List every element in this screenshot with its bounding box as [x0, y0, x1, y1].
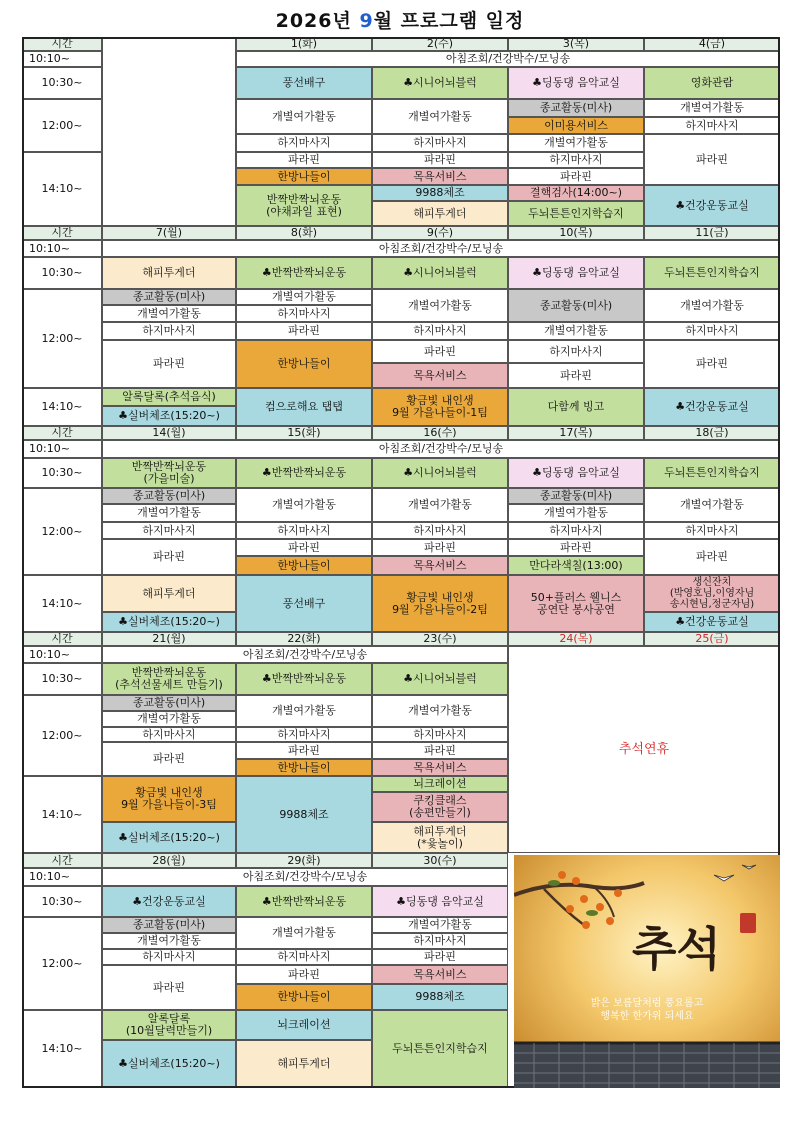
schedule-cell: 뇌크레이션: [236, 1010, 372, 1040]
schedule-cell: 종교활동(미사): [102, 289, 236, 305]
schedule-cell: 하지마사지: [372, 322, 508, 340]
schedule-cell: 하지마사지: [102, 522, 236, 539]
schedule-cell: 아침조회/건강박수/모닝송: [102, 240, 780, 257]
schedule-cell: 아침조회/건강박수/모닝송: [102, 440, 780, 458]
schedule-cell: 파라핀: [644, 134, 780, 185]
schedule-cell: ♣시니어뇌블럭: [372, 67, 508, 99]
schedule-cell: [102, 37, 236, 226]
schedule-cell: 컴으로해요 탭탭: [236, 388, 372, 426]
schedule-cell: 하지마사지: [644, 322, 780, 340]
schedule-cell: 영화관람: [644, 67, 780, 99]
schedule-cell: 개별여가활동: [508, 504, 644, 522]
schedule-cell: 개별여가활동: [508, 134, 644, 152]
time-slot: 10:30~: [22, 458, 102, 488]
schedule-cell: 두뇌튼튼인지학습지: [372, 1010, 508, 1088]
schedule-cell: 파라핀: [372, 340, 508, 363]
schedule-cell: 하지마사지: [236, 305, 372, 322]
day-header: 22(화): [236, 632, 372, 646]
schedule-cell: 파라핀: [508, 539, 644, 556]
time-slot: 12:00~: [22, 289, 102, 388]
schedule-cell: 종교활동(미사): [102, 695, 236, 711]
schedule-cell: 반짝반짝뇌운동 (가을미술): [102, 458, 236, 488]
schedule-cell: 개별여가활동: [372, 488, 508, 522]
schedule-cell: 해피투게더: [236, 1040, 372, 1088]
schedule-cell: ♣반짝반짝뇌운동: [236, 458, 372, 488]
schedule-cell: 개별여가활동: [372, 917, 508, 933]
day-header: 14(월): [102, 426, 236, 440]
time-slot: 12:00~: [22, 917, 102, 1010]
schedule-cell: 파라핀: [236, 965, 372, 984]
schedule-cell: 개별여가활동: [644, 289, 780, 322]
schedule-cell: 파라핀: [102, 742, 236, 776]
schedule-cell: 파라핀: [236, 742, 372, 759]
schedule-cell: 파라핀: [508, 363, 644, 388]
schedule-cell: ♣반짝반짝뇌운동: [236, 886, 372, 917]
schedule-cell: 개별여가활동: [236, 917, 372, 949]
schedule-cell: 종교활동(미사): [508, 289, 644, 322]
schedule-cell: 개별여가활동: [102, 305, 236, 322]
title-suffix: 월 프로그램 일정: [373, 10, 525, 32]
day-header: 시간: [22, 853, 102, 868]
schedule-cell: 개별여가활동: [102, 711, 236, 727]
schedule-cell: 종교활동(미사): [508, 488, 644, 504]
schedule-cell: 목욕서비스: [372, 363, 508, 388]
schedule-cell: 하지마사지: [102, 949, 236, 965]
schedule-cell: 개별여가활동: [372, 289, 508, 322]
schedule-cell: 하지마사지: [508, 340, 644, 363]
title-month: 9: [359, 10, 374, 32]
chuseok-logo: 추석: [632, 922, 721, 976]
schedule-cell: 파라핀: [372, 742, 508, 759]
schedule-cell: 황금빛 내인생 9월 가을나들이-1팀: [372, 388, 508, 426]
schedule-cell: 하지마사지: [644, 117, 780, 134]
time-slot: 14:10~: [22, 575, 102, 632]
schedule-cell: 9988체조: [372, 984, 508, 1010]
time-slot: 14:10~: [22, 388, 102, 426]
schedule-cell: 한방나들이: [236, 168, 372, 185]
time-slot: 10:10~: [22, 646, 102, 663]
schedule-cell: 생신잔치 (박영호님,이영자님 송시현님,정군자님): [644, 575, 780, 612]
schedule-cell: ♣딩동댕 음악교실: [508, 257, 644, 289]
schedule-cell: 하지마사지: [236, 949, 372, 965]
schedule-cell: ♣실버체조(15:20~): [102, 822, 236, 853]
chuseok-illustration: [514, 855, 780, 1088]
schedule-cell: 하지마사지: [372, 727, 508, 742]
schedule-cell: 종교활동(미사): [508, 99, 644, 117]
schedule-cell: 개별여가활동: [372, 99, 508, 134]
schedule-cell: ♣딩동댕 음악교실: [508, 458, 644, 488]
schedule-cell: 결핵검사(14:00~): [508, 185, 644, 201]
schedule-cell: 개별여가활동: [508, 322, 644, 340]
schedule-cell: 개별여가활동: [236, 488, 372, 522]
schedule-cell: 만다라색칠(13:00): [508, 556, 644, 575]
schedule-cell: 아침조회/건강박수/모닝송: [102, 646, 508, 663]
schedule-cell: 파라핀: [372, 539, 508, 556]
schedule-cell: 다함께 빙고: [508, 388, 644, 426]
time-slot: 12:00~: [22, 695, 102, 776]
time-slot: 12:00~: [22, 99, 102, 152]
schedule-cell: ♣건강운동교실: [102, 886, 236, 917]
schedule-cell: ♣시니어뇌블럭: [372, 458, 508, 488]
schedule-cell: ♣반짝반짝뇌운동: [236, 663, 372, 695]
schedule-cell: ♣실버체조(15:20~): [102, 1040, 236, 1088]
schedule-cell: ♣딩동댕 음악교실: [372, 886, 508, 917]
day-header: 10(목): [508, 226, 644, 240]
schedule-cell: 개별여가활동: [102, 504, 236, 522]
schedule-cell: 9988체조: [236, 776, 372, 853]
schedule-cell: 하지마사지: [508, 522, 644, 539]
day-header: 28(월): [102, 853, 236, 868]
day-header: 17(목): [508, 426, 644, 440]
day-header: 18(금): [644, 426, 780, 440]
schedule-cell: 파라핀: [236, 322, 372, 340]
title-prefix: 2026년: [275, 10, 360, 32]
schedule-cell: 반짝반짝뇌운동 (야채과일 표현): [236, 185, 372, 226]
schedule-cell: 하지마사지: [372, 134, 508, 152]
time-slot: 10:30~: [22, 257, 102, 289]
day-header: 시간: [22, 37, 102, 51]
day-header: 시간: [22, 426, 102, 440]
day-header: 25(금): [644, 632, 780, 646]
schedule-cell: 두뇌튼튼인지학습지: [508, 201, 644, 226]
time-slot: 10:30~: [22, 886, 102, 917]
schedule-cell: 추석연휴: [508, 646, 780, 853]
schedule-cell: 반짝반짝뇌운동 (추석선물세트 만들기): [102, 663, 236, 695]
schedule-cell: 개별여가활동: [236, 695, 372, 727]
time-slot: 14:10~: [22, 1010, 102, 1088]
schedule-cell: ♣건강운동교실: [644, 612, 780, 632]
day-header: 시간: [22, 226, 102, 240]
time-slot: 10:10~: [22, 240, 102, 257]
day-header: 1(화): [236, 37, 372, 51]
schedule-cell: ♣딩동댕 음악교실: [508, 67, 644, 99]
day-header: 3(목): [508, 37, 644, 51]
schedule-cell: 9988체조: [372, 185, 508, 201]
schedule-cell: 목욕서비스: [372, 168, 508, 185]
schedule-cell: 파라핀: [102, 539, 236, 575]
schedule-cell: 풍선배구: [236, 67, 372, 99]
schedule-cell: 두뇌튼튼인지학습지: [644, 257, 780, 289]
schedule-cell: 파라핀: [644, 340, 780, 388]
time-slot: 10:10~: [22, 868, 102, 886]
day-header: 11(금): [644, 226, 780, 240]
time-slot: 10:30~: [22, 67, 102, 99]
schedule-cell: 파라핀: [508, 168, 644, 185]
schedule-cell: 이미용서비스: [508, 117, 644, 134]
schedule-cell: 하지마사지: [508, 152, 644, 168]
time-slot: 12:00~: [22, 488, 102, 575]
schedule-cell: 쿠킹클래스 (송편만들기): [372, 792, 508, 822]
schedule-cell: 개별여가활동: [102, 933, 236, 949]
day-header: 8(화): [236, 226, 372, 240]
schedule-cell: 하지마사지: [102, 322, 236, 340]
schedule-cell: 한방나들이: [236, 340, 372, 388]
time-slot: 10:10~: [22, 440, 102, 458]
day-header: 4(금): [644, 37, 780, 51]
schedule-cell: ♣실버체조(15:20~): [102, 406, 236, 426]
schedule-cell: 해피투게더: [102, 575, 236, 612]
schedule-cell: 두뇌튼튼인지학습지: [644, 458, 780, 488]
schedule-cell: 하지마사지: [102, 727, 236, 742]
schedule-cell: 하지마사지: [236, 522, 372, 539]
schedule-cell: 해피투게더: [372, 201, 508, 226]
time-slot: 14:10~: [22, 776, 102, 853]
schedule-cell: 뇌크레이션: [372, 776, 508, 792]
schedule-cell: 황금빛 내인생 9월 가을나들이-2팀: [372, 575, 508, 632]
schedule-cell: 아침조회/건강박수/모닝송: [236, 51, 780, 67]
chuseok-artwork: [514, 855, 780, 1088]
schedule-cell: ♣실버체조(15:20~): [102, 612, 236, 632]
schedule-cell: 해피투게더 (*윷놀이): [372, 822, 508, 853]
day-header: 시간: [22, 632, 102, 646]
schedule-cell: 하지마사지: [372, 933, 508, 949]
schedule-cell: 한방나들이: [236, 556, 372, 575]
schedule-cell: 아침조회/건강박수/모닝송: [102, 868, 508, 886]
schedule-cell: 종교활동(미사): [102, 917, 236, 933]
day-header: 9(수): [372, 226, 508, 240]
schedule-cell: 하지마사지: [236, 727, 372, 742]
schedule-cell: ♣건강운동교실: [644, 185, 780, 226]
schedule-cell: 목욕서비스: [372, 759, 508, 776]
schedule-cell: 황금빛 내인생 9월 가을나들이-3팀: [102, 776, 236, 822]
schedule-cell: 파라핀: [236, 539, 372, 556]
schedule-cell: 파라핀: [102, 340, 236, 388]
schedule-cell: 종교활동(미사): [102, 488, 236, 504]
time-slot: 14:10~: [22, 152, 102, 226]
day-header: 29(화): [236, 853, 372, 868]
schedule-cell: 개별여가활동: [644, 99, 780, 117]
schedule-cell: 개별여가활동: [644, 488, 780, 522]
schedule-cell: ♣반짝반짝뇌운동: [236, 257, 372, 289]
schedule-cell: 개별여가활동: [236, 289, 372, 305]
schedule-cell: 개별여가활동: [236, 99, 372, 134]
schedule-cell: ♣시니어뇌블럭: [372, 257, 508, 289]
schedule-cell: 해피투게더: [102, 257, 236, 289]
schedule-cell: 하지마사지: [644, 522, 780, 539]
schedule-cell: 풍선배구: [236, 575, 372, 632]
schedule-cell: 하지마사지: [372, 522, 508, 539]
day-header: 16(수): [372, 426, 508, 440]
day-header: 15(화): [236, 426, 372, 440]
schedule-cell: 하지마사지: [236, 134, 372, 152]
illustration-caption: 밝은 보름달처럼 풍요롭고 행복한 한가위 되세요: [590, 998, 704, 1022]
schedule-cell: ♣건강운동교실: [644, 388, 780, 426]
schedule-cell: 파라핀: [644, 539, 780, 575]
schedule-cell: 파라핀: [236, 152, 372, 168]
schedule-cell: 파라핀: [102, 965, 236, 1010]
day-header: 7(월): [102, 226, 236, 240]
schedule-cell: 50+플러스 웰니스 공연단 봉사공연: [508, 575, 644, 632]
day-header: 23(수): [372, 632, 508, 646]
schedule-cell: 파라핀: [372, 152, 508, 168]
time-slot: 10:10~: [22, 51, 102, 67]
day-header: 30(수): [372, 853, 508, 868]
schedule-cell: 목욕서비스: [372, 556, 508, 575]
time-slot: 10:30~: [22, 663, 102, 695]
schedule-cell: 목욕서비스: [372, 965, 508, 984]
schedule-cell: 알록달록(추석음식): [102, 388, 236, 406]
schedule-cell: 알록달록 (10월달력만들기): [102, 1010, 236, 1040]
day-header: 21(월): [102, 632, 236, 646]
schedule-cell: 한방나들이: [236, 984, 372, 1010]
schedule-cell: 파라핀: [372, 949, 508, 965]
day-header: 24(목): [508, 632, 644, 646]
schedule-cell: 개별여가활동: [372, 695, 508, 727]
schedule-cell: 한방나들이: [236, 759, 372, 776]
schedule-cell: ♣시니어뇌블럭: [372, 663, 508, 695]
day-header: 2(수): [372, 37, 508, 51]
